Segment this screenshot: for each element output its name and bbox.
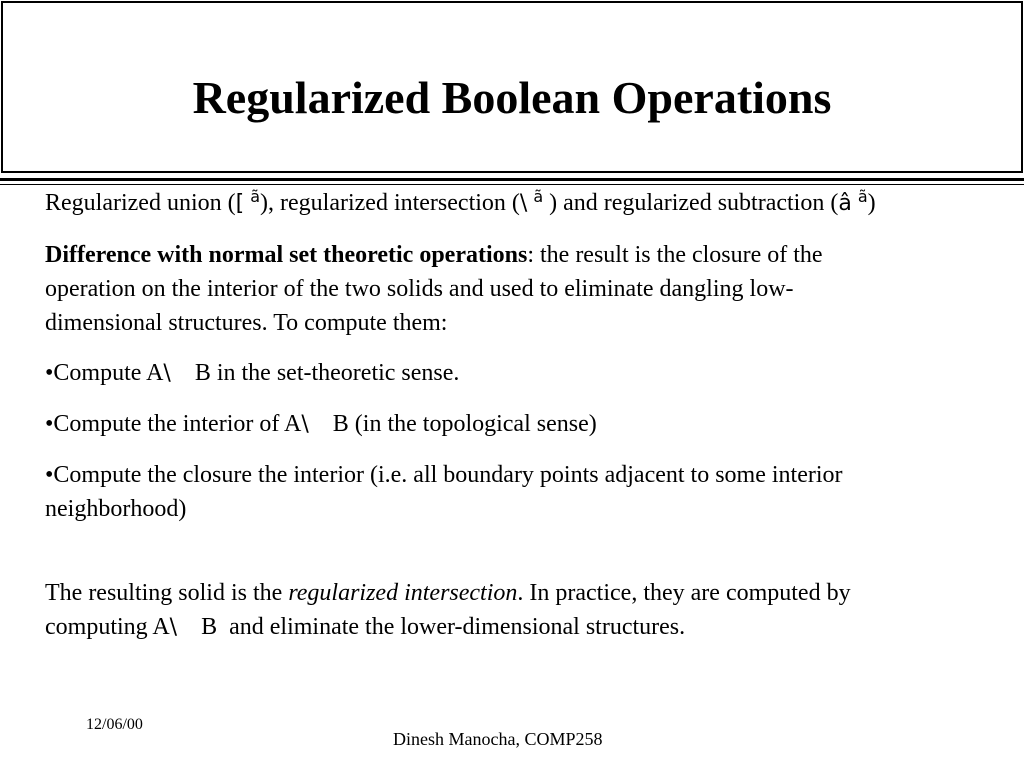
conclusion-intersection-symbol: \ (169, 615, 178, 640)
conclusion-text-1: The resulting solid is the (45, 580, 289, 606)
intro-text-4: ) (867, 190, 876, 216)
slide-title: Regularized Boolean Operations (192, 72, 832, 123)
star-symbol-2: ã (533, 187, 544, 206)
star-symbol-1: ã (250, 187, 261, 206)
step-2-text-b: B (in the topological sense) (308, 411, 597, 437)
step-1-text-a: •Compute A (45, 360, 164, 386)
conclusion-paragraph (45, 576, 905, 645)
footer-author: Dinesh Manocha, COMP258 (393, 729, 603, 749)
divider-thin (0, 184, 1024, 185)
divider-thick (0, 178, 1024, 181)
footer-date: 12/06/00 (86, 716, 143, 733)
step-item (45, 356, 905, 391)
intro-text-1: Regularized union ( (45, 190, 236, 216)
conclusion-emphasis: regularized intersection (288, 580, 518, 606)
union-symbol: [ (235, 191, 245, 216)
conclusion-text-2: . In practice, they are computed by computing A (45, 580, 851, 640)
subtraction-symbol: â (838, 191, 852, 216)
intro-text-3: ) and regularized subtraction ( (543, 190, 839, 216)
difference-paragraph (45, 238, 905, 340)
step-item (45, 458, 905, 526)
title-frame (1, 1, 1023, 173)
step-1-text-b: B in the set-theoretic sense. (170, 360, 460, 386)
step-3-text: •Compute the closure the interior (i.e. all boundary points adjacent to some interior neighborhood) (45, 462, 843, 522)
intro-paragraph (45, 186, 905, 222)
step-1-intersection-symbol: \ (163, 361, 171, 386)
step-2-text-a: •Compute the interior of A (45, 411, 302, 437)
difference-text: : the result is the closure of the operation on the interior of the two solids and used to eliminate dangling low-dimensional structures. To compute them: (45, 242, 823, 336)
intro-text-2: ), regularized intersection ( (260, 190, 520, 216)
slide-body (45, 186, 905, 645)
difference-heading: Difference with normal set theoretic operations (45, 242, 528, 268)
intersection-symbol: \ (519, 191, 528, 216)
conclusion-text-3: B and eliminate the lower-dimensional structures. (177, 614, 686, 640)
star-symbol-3: ã (857, 187, 868, 206)
step-2-intersection-symbol: \ (301, 412, 309, 437)
step-item (45, 407, 905, 442)
